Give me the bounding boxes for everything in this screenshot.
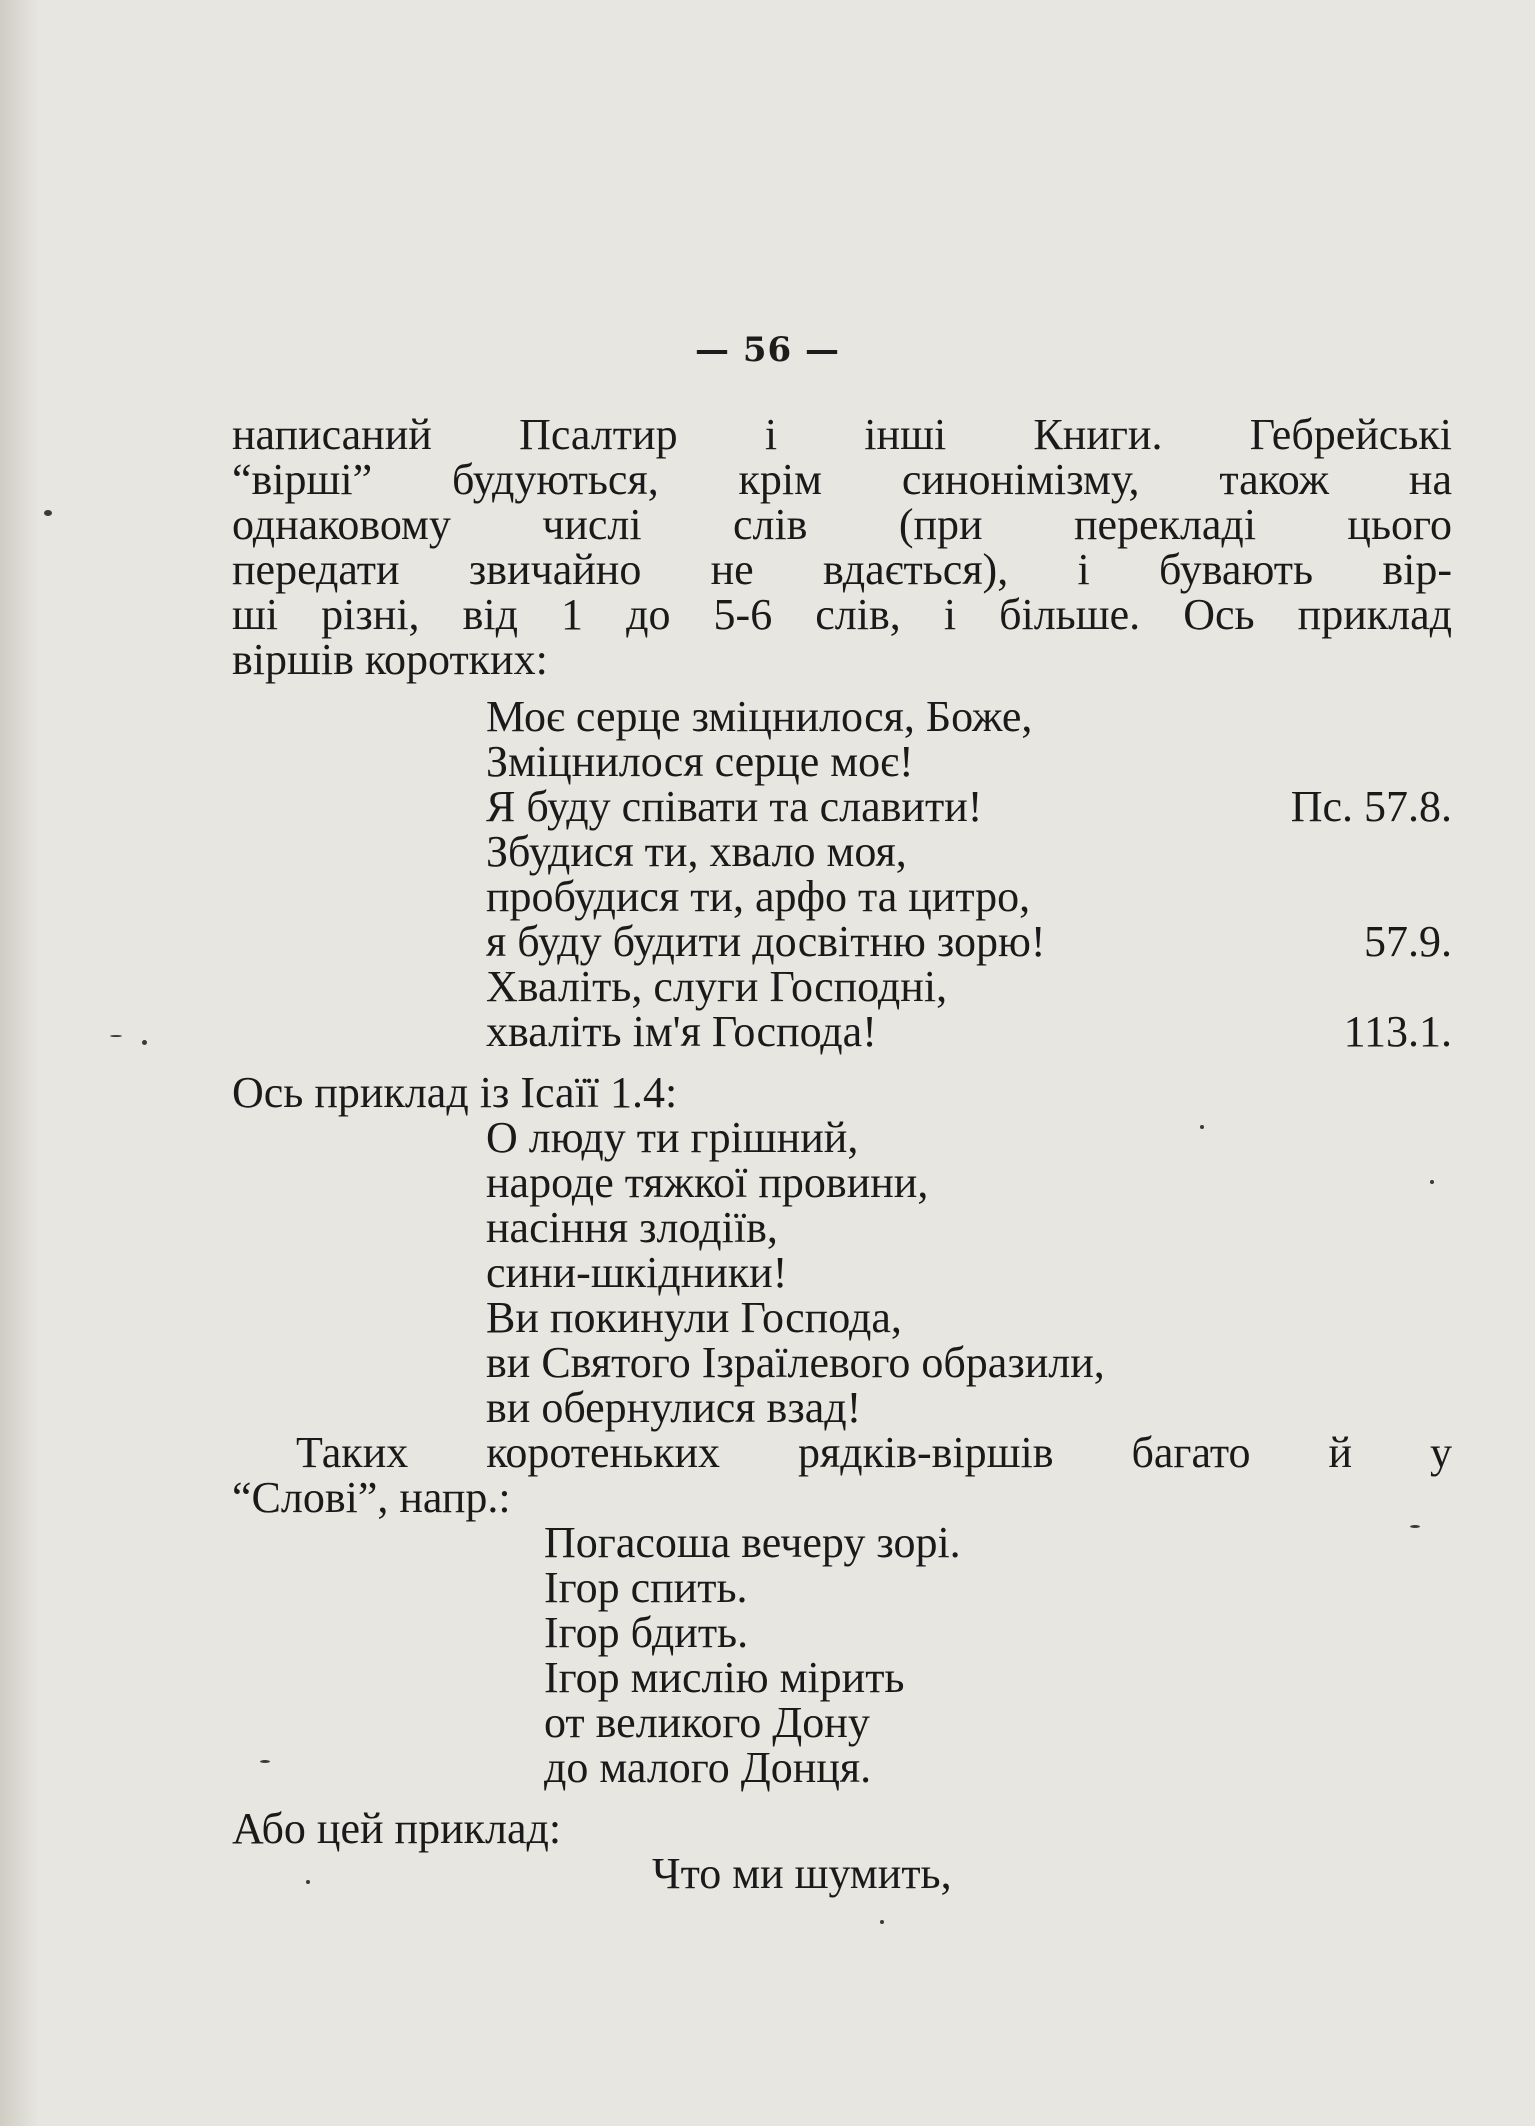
verse-line: ви Святого Ізраїлевого образили,	[486, 1338, 1105, 1387]
verse-line: Погасоша вечеру зорі.	[544, 1518, 961, 1567]
verse-line: народе тяжкої провини,	[486, 1158, 929, 1207]
scan-speck	[142, 1040, 147, 1045]
scan-speck	[1200, 1125, 1204, 1129]
text-line: написаний Псалтир і інші Книги. Гебрейські	[232, 410, 1452, 459]
verse-block-slovo	[232, 1520, 1452, 1790]
text-line: Таких коротеньких рядків-віршів багато й у	[296, 1428, 1452, 1477]
verse-line	[232, 739, 1452, 784]
verse-line	[232, 874, 1452, 919]
verse-line	[232, 784, 1452, 829]
verse-line: Ігор мислію мірить	[544, 1653, 905, 1702]
verse-line: насіння злодіїв,	[486, 1203, 778, 1252]
scan-speck	[260, 1760, 270, 1763]
verse-text: Хваліть, слуги Господні,	[486, 962, 948, 1011]
verse-line: О люду ти грішний,	[486, 1113, 859, 1162]
page-body	[232, 412, 1452, 1896]
verse-block-psalms	[232, 694, 1452, 1054]
verse-line: Ігор спить.	[544, 1563, 748, 1612]
verse-line: Ігор бдить.	[544, 1608, 749, 1657]
paragraph	[232, 412, 1452, 682]
verse-line: ви обернулися взад!	[486, 1383, 862, 1432]
page-number: — 56 —	[695, 330, 840, 370]
text-line: однаковому числі слів (при перекладі цього	[232, 500, 1452, 549]
verse-line: сини-шкідники!	[486, 1248, 788, 1297]
verse-line: от великого Дону	[544, 1698, 870, 1747]
scan-speck	[110, 1035, 122, 1037]
verse-block-isaiah	[232, 1115, 1452, 1430]
isaiah-intro: Ось приклад із Ісаїї 1.4:	[232, 1068, 678, 1117]
text-line: “вірші” будуються, крім синонімізму, також на	[232, 455, 1452, 504]
verse-text: пробудися ти, арфо та цитро,	[486, 872, 1031, 921]
verse-line	[232, 919, 1452, 964]
verse-line	[232, 694, 1452, 739]
verse-reference: Пс. 57.8.	[1290, 782, 1452, 831]
verse-line	[232, 1009, 1452, 1054]
verse-text: я буду будити досвітню зорю!	[486, 917, 1046, 966]
verse-line: Ви покинули Господа,	[486, 1293, 902, 1342]
verse-line: до малого Донця.	[544, 1743, 872, 1792]
verse-line	[232, 964, 1452, 1009]
text-line: ші різні, від 1 до 5-6 слів, і більше. Ось приклад	[232, 590, 1452, 639]
verse-line: Что ми шумить,	[652, 1849, 952, 1898]
verse-text: Збудися ти, хвало моя,	[486, 827, 907, 876]
scan-speck	[306, 1880, 310, 1884]
verse-text: Зміцнилося серце моє!	[486, 737, 914, 786]
paragraph	[232, 1430, 1452, 1520]
verse-text: Я буду співати та славити!	[486, 782, 983, 831]
verse-line	[232, 829, 1452, 874]
verse-reference: 57.9.	[1364, 917, 1452, 966]
verse-reference: 113.1.	[1343, 1007, 1452, 1056]
verse-text: Моє серце зміцнилося, Боже,	[486, 692, 1033, 741]
text-line: передати звичайно не вдається), і бувають вір-	[232, 545, 1452, 594]
text-line: “Слові”, напр.:	[232, 1473, 511, 1522]
text-line: віршів коротких:	[232, 635, 548, 684]
page-edge-shadow	[0, 0, 40, 2126]
verse-text: хваліть ім'я Господа!	[486, 1007, 877, 1056]
another-intro: Або цей приклад:	[232, 1804, 562, 1853]
scan-speck	[880, 1920, 884, 1924]
scan-speck	[1410, 1525, 1420, 1528]
scan-speck	[44, 510, 52, 516]
scan-speck	[1430, 1180, 1434, 1184]
